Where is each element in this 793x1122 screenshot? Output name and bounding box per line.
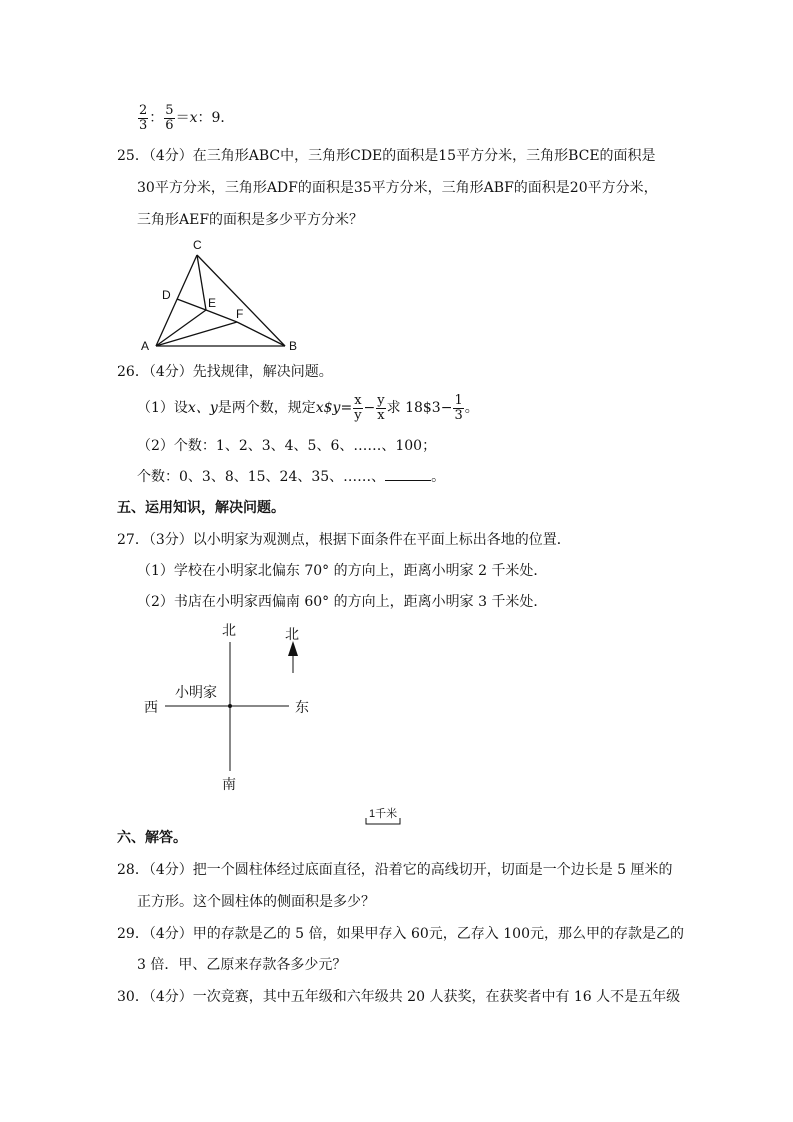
- q25-line2: 30平方分米，三角形ADF的面积是35平方分米，三角形ABF的面积是20平方分米，: [137, 180, 658, 196]
- q26-part2: （2）个数：1、2、3、4、5、6、……、100；: [137, 438, 437, 454]
- segment-de: [177, 299, 206, 310]
- compass-arrow-icon: [288, 641, 298, 656]
- label-a: A: [141, 339, 150, 352]
- q24-proportion: $\frac{2}{3}$ ： $\frac{5}{6}$ ＝x：9．: [139, 102, 235, 133]
- question-number: 29．（4分）: [117, 926, 193, 942]
- question-text: 在三角形ABC中，三角形CDE的面积是15平方分米，三角形BCE的面积是: [192, 148, 656, 164]
- label-east: 东: [295, 699, 309, 715]
- fraction-x-y: $\frac{x}{y}$: [354, 392, 362, 423]
- label-b: B: [289, 339, 298, 352]
- q28-line2: 正方形。这个圆柱体的侧面积是多少？: [137, 894, 375, 910]
- label-d: D: [162, 288, 171, 302]
- question-text: 先找规律，解决问题。: [192, 364, 333, 380]
- q26-title: [117, 363, 333, 381]
- q30-line1: [117, 988, 680, 1006]
- q26-part3: 个数：0、3、8、15、24、35、……、 。: [137, 469, 446, 485]
- q27-line2: （1）学校在小明家北偏东 70° 的方向上，距离小明家 2 千米处．: [137, 563, 548, 579]
- question-number: 30．（4分）: [117, 989, 193, 1005]
- question-number: 28．（4分）: [117, 862, 193, 878]
- fraction-2-3: $\frac{2}{3}$: [139, 102, 148, 133]
- answer-blank[interactable]: [385, 468, 431, 481]
- question-text: 以小明家为观测点，根据下面条件在平面上标出各地的位置．: [192, 532, 571, 548]
- question-number: 26．（4分）: [117, 364, 193, 380]
- fraction-5-6: $\frac{5}{6}$: [165, 102, 174, 133]
- label-north: 北: [222, 622, 236, 638]
- segment-af: [156, 322, 237, 346]
- label-c: C: [193, 238, 202, 252]
- label-e: E: [208, 296, 217, 310]
- q25-line3: 三角形AEF的面积是多少平方分米？: [137, 212, 364, 228]
- question-text: 甲的存款是乙的 5 倍，如果甲存入 60元，乙存入 100元，那么甲的存款是乙的: [192, 926, 684, 942]
- label-home: 小明家: [175, 684, 217, 700]
- label-west: 西: [144, 699, 158, 715]
- question-number: 25．（4分）: [117, 148, 193, 164]
- q26-part1: （1）设x、y是两个数，规定x$y= $\frac{x}{y}$ − $\frac{y}{x}$ 求 18$3− $\frac{1}{3}$ 。: [137, 392, 479, 423]
- segment-ef: [206, 310, 237, 322]
- q27-line3: （2）书店在小明家西偏南 60° 的方向上，距离小明家 3 千米处．: [137, 594, 548, 610]
- compass-north-label: 北: [285, 626, 299, 642]
- question-number: 27．（3分）: [117, 532, 193, 548]
- question-text: 把一个圆柱体经过底面直径，沿着它的高线切开，切面是一个边长是 5 厘米的: [192, 862, 673, 878]
- segment-fb: [237, 322, 285, 346]
- q29-line1: [117, 925, 684, 943]
- q27-line1: [117, 531, 571, 549]
- home-point: [228, 704, 232, 708]
- fraction-y-x: $\frac{y}{x}$: [377, 392, 385, 423]
- scale-label: 1千米: [369, 808, 398, 820]
- q29-line2: 3 倍．甲、乙原来存款各多少元？: [137, 957, 347, 973]
- label-south: 南: [222, 776, 236, 792]
- triangle-diagram: [130, 236, 300, 352]
- question-text: 一次竞赛，其中五年级和六年级共 20 人获奖，在获奖者中有 16 人不是五年级: [192, 989, 681, 1005]
- section-five-heading: 五、运用知识，解决问题。: [117, 500, 285, 516]
- label-f: F: [236, 307, 244, 321]
- section-six-heading: 六、解答。: [117, 830, 187, 846]
- q28-line1: [117, 861, 673, 879]
- direction-diagram: [135, 615, 420, 830]
- q25-line1: [117, 147, 656, 165]
- fraction-1-3: $\frac{1}{3}$: [454, 392, 463, 423]
